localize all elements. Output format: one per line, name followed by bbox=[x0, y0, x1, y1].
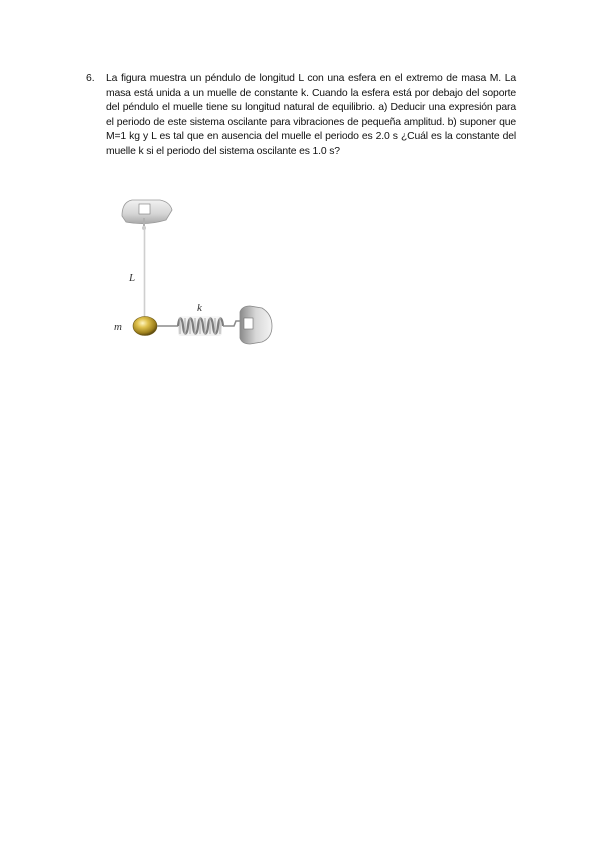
problem-6 bbox=[86, 72, 516, 160]
spring-constant-label: k bbox=[197, 302, 202, 314]
spring-connector-right bbox=[223, 321, 240, 326]
pendulum-spring-figure bbox=[100, 188, 290, 358]
length-label: L bbox=[129, 272, 136, 284]
ceiling-support bbox=[122, 200, 172, 230]
problem-statement: La figura muestra un péndulo de longitud L con una esfera en el extremo de masa M. La masa está unida a un muelle de constante k. Cuando la esfera está por debajo del soporte del péndulo el muelle tiene su longitud natural de equilibrio. a) Deducir una expresión para el periodo de este sistema oscilante para vibraciones de pequeña amplitud. b) suponer que M=1 kg y L es tal que en ausencia del muelle el periodo es 2.0 s ¿Cuál es la constante del muelle k si el periodo del sistema oscilante es 1.0 s? bbox=[106, 73, 516, 157]
pendulum-sphere bbox=[133, 317, 157, 336]
pendulum-spring-diagram bbox=[100, 188, 290, 358]
wall-support bbox=[240, 306, 272, 344]
mass-label: m bbox=[114, 321, 122, 333]
spring-coil bbox=[178, 316, 223, 336]
problem-number: 6. bbox=[86, 73, 95, 84]
